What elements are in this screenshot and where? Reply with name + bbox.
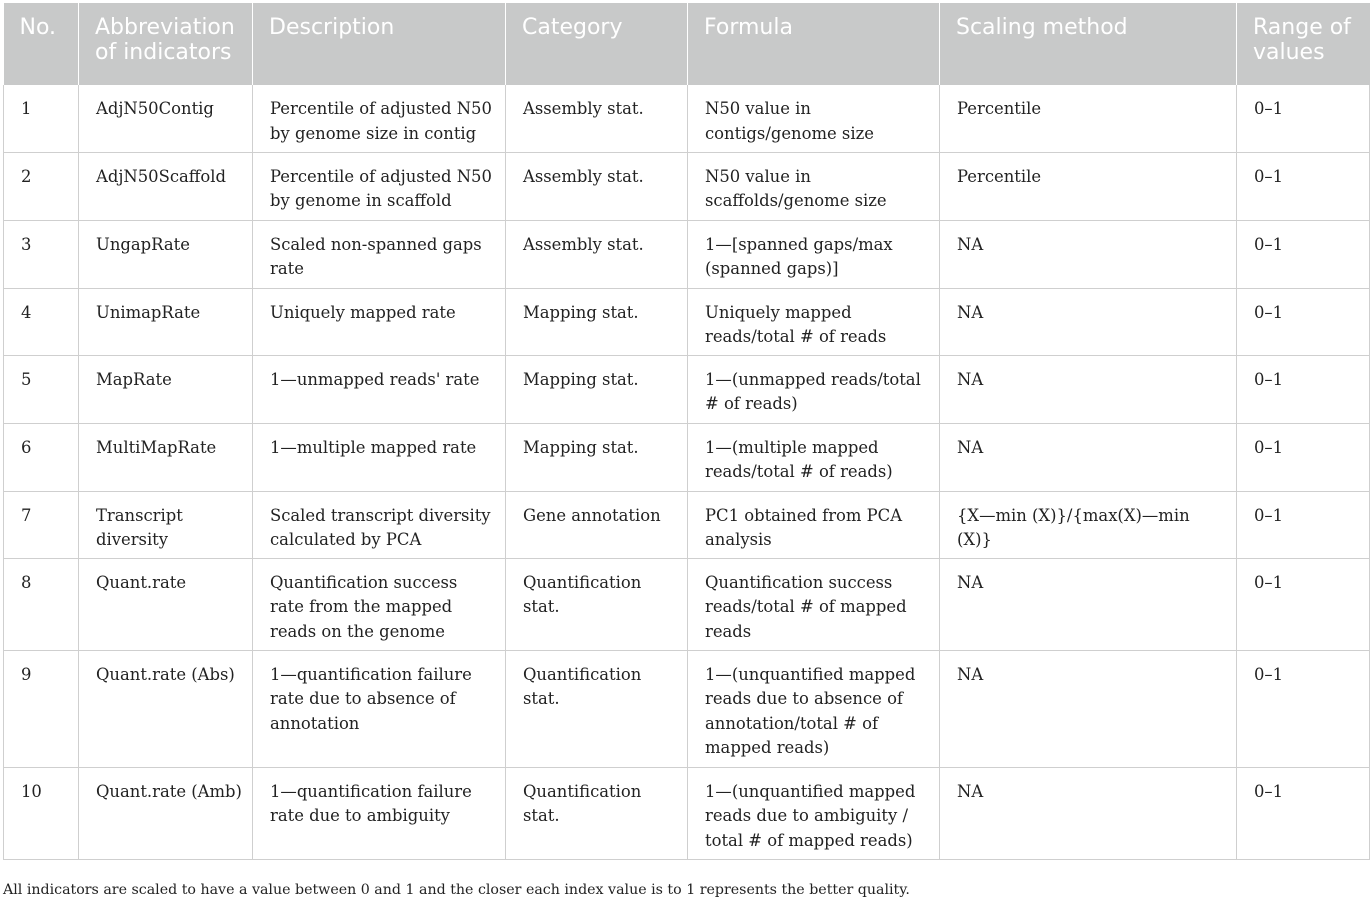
cell-scaling-method: NA [940, 220, 1237, 288]
cell-range: 0–1 [1237, 85, 1370, 152]
cell-description: Scaled non-spanned gaps rate [253, 220, 506, 288]
cell-scaling-method: NA [940, 355, 1237, 423]
cell-category: Gene annotation [506, 491, 688, 558]
col-header-formula: Formula [688, 3, 940, 85]
cell-category: Mapping stat. [506, 288, 688, 355]
cell-no: 8 [4, 558, 79, 650]
cell-range: 0–1 [1237, 767, 1370, 859]
cell-no: 7 [4, 491, 79, 558]
cell-description: 1—quantification failure rate due to absence of annotation [253, 650, 506, 767]
cell-category: Quantification stat. [506, 767, 688, 859]
cell-description: Percentile of adjusted N50 by genome in scaffold [253, 152, 506, 220]
cell-no: 4 [4, 288, 79, 355]
cell-description: 1—quantification failure rate due to ambiguity [253, 767, 506, 859]
table-row [4, 767, 1370, 859]
cell-abbreviation: Quant.rate (Abs) [79, 650, 253, 767]
col-header-no: No. [4, 3, 79, 85]
cell-scaling-method: Percentile [940, 85, 1237, 152]
cell-formula: N50 value in scaffolds/genome size [688, 152, 940, 220]
cell-abbreviation: AdjN50Contig [79, 85, 253, 152]
cell-formula: 1—(unquantified mapped reads due to ambiguity / total # of mapped reads) [688, 767, 940, 859]
cell-no: 2 [4, 152, 79, 220]
table-row [4, 491, 1370, 558]
cell-scaling-method: NA [940, 423, 1237, 491]
table-row [4, 220, 1370, 288]
cell-no: 9 [4, 650, 79, 767]
cell-range: 0–1 [1237, 558, 1370, 650]
cell-range: 0–1 [1237, 650, 1370, 767]
table-row [4, 152, 1370, 220]
cell-abbreviation: MapRate [79, 355, 253, 423]
cell-abbreviation: Quant.rate [79, 558, 253, 650]
cell-range: 0–1 [1237, 220, 1370, 288]
cell-formula: 1—(unquantified mapped reads due to absence of annotation/total # of mapped reads) [688, 650, 940, 767]
cell-category: Quantification stat. [506, 650, 688, 767]
cell-no: 10 [4, 767, 79, 859]
cell-formula: 1—(multiple mapped reads/total # of reads) [688, 423, 940, 491]
col-header-range: Range of values [1237, 3, 1370, 85]
cell-category: Mapping stat. [506, 355, 688, 423]
indicator-table [3, 3, 1370, 860]
cell-formula: Uniquely mapped reads/total # of reads [688, 288, 940, 355]
cell-scaling-method: NA [940, 650, 1237, 767]
cell-description: Uniquely mapped rate [253, 288, 506, 355]
cell-scaling-method: NA [940, 767, 1237, 859]
cell-category: Quantification stat. [506, 558, 688, 650]
cell-scaling-method: Percentile [940, 152, 1237, 220]
cell-scaling-method: NA [940, 558, 1237, 650]
cell-description: 1—unmapped reads' rate [253, 355, 506, 423]
table-row [4, 558, 1370, 650]
cell-abbreviation: MultiMapRate [79, 423, 253, 491]
table-row [4, 355, 1370, 423]
table-footnote: All indicators are scaled to have a value between 0 and 1 and the closer each index value is to 1 represents the better quality. [3, 882, 910, 898]
cell-range: 0–1 [1237, 152, 1370, 220]
cell-description: Percentile of adjusted N50 by genome size in contig [253, 85, 506, 152]
cell-range: 0–1 [1237, 355, 1370, 423]
table-row [4, 288, 1370, 355]
col-header-scaling-method: Scaling method [940, 3, 1237, 85]
table-row [4, 650, 1370, 767]
col-header-abbreviation: Abbreviation of indicators [79, 3, 253, 85]
cell-no: 1 [4, 85, 79, 152]
cell-formula: 1—[spanned gaps/max (spanned gaps)] [688, 220, 940, 288]
table-row [4, 423, 1370, 491]
cell-range: 0–1 [1237, 423, 1370, 491]
cell-category: Assembly stat. [506, 152, 688, 220]
cell-category: Mapping stat. [506, 423, 688, 491]
cell-formula: 1—(unmapped reads/total # of reads) [688, 355, 940, 423]
cell-range: 0–1 [1237, 491, 1370, 558]
cell-abbreviation: UnimapRate [79, 288, 253, 355]
cell-scaling-method: NA [940, 288, 1237, 355]
cell-abbreviation: Transcript diversity [79, 491, 253, 558]
cell-no: 5 [4, 355, 79, 423]
col-header-description: Description [253, 3, 506, 85]
cell-formula: PC1 obtained from PCA analysis [688, 491, 940, 558]
cell-scaling-method: {X—min (X)}/{max(X)—min (X)} [940, 491, 1237, 558]
cell-description: Quantification success rate from the mapped reads on the genome [253, 558, 506, 650]
cell-no: 3 [4, 220, 79, 288]
cell-no: 6 [4, 423, 79, 491]
cell-formula: N50 value in contigs/genome size [688, 85, 940, 152]
cell-abbreviation: AdjN50Scaffold [79, 152, 253, 220]
table-header-row [4, 3, 1370, 85]
cell-description: Scaled transcript diversity calculated by PCA [253, 491, 506, 558]
cell-category: Assembly stat. [506, 220, 688, 288]
cell-category: Assembly stat. [506, 85, 688, 152]
col-header-category: Category [506, 3, 688, 85]
cell-abbreviation: Quant.rate (Amb) [79, 767, 253, 859]
cell-formula: Quantification success reads/total # of mapped reads [688, 558, 940, 650]
cell-range: 0–1 [1237, 288, 1370, 355]
table-row [4, 85, 1370, 152]
cell-description: 1—multiple mapped rate [253, 423, 506, 491]
indicator-table-wrapper [3, 3, 1369, 860]
cell-abbreviation: UngapRate [79, 220, 253, 288]
